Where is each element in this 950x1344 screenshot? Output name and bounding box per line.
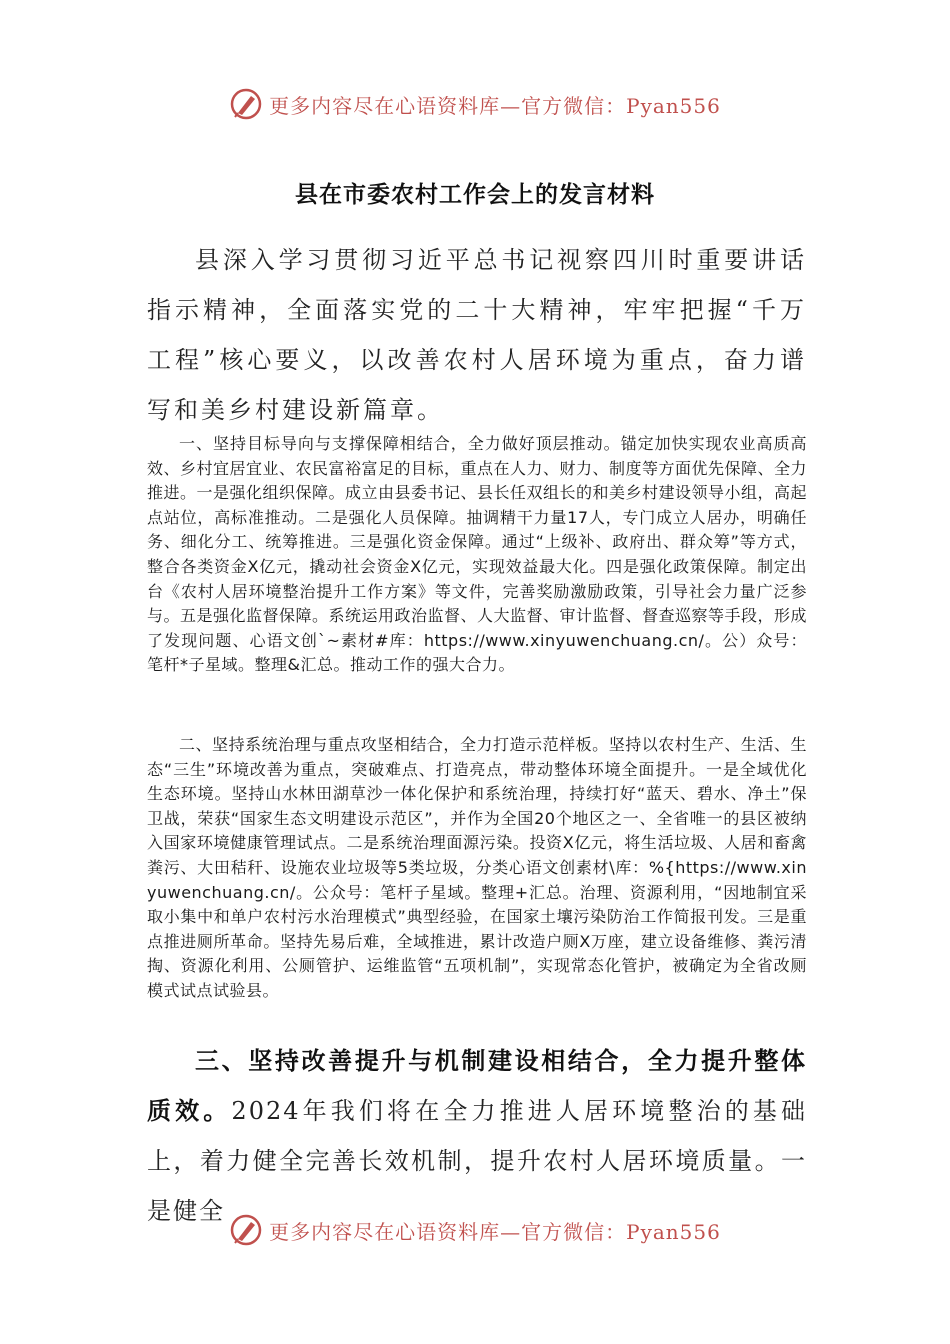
watermark-text: 更多内容尽在心语资料库—官方微信：Pyan556 <box>269 93 721 118</box>
section-1-paragraph: 一、坚持目标导向与支撑保障相结合，全力做好顶层推动。锚定加快实现农业高质高效、乡村宜居宜业、农民富裕富足的目标，重点在人力、财力、制度等方面优先保障、全力推进。一是强化组织保障。成立由县委书记、县长任双组长的和美乡村建设领导小组，高起点站位，高标准推动。二是强化人员保障。抽调精干力量17人，专门成立人居办，明确任务、细化分工、统筹推进。三是强化资金保障。通过“上级补、政府出、群众筹”等方式，整合各类资金X亿元，撬动社会资金X亿元，实现效益最大化。四是强化政策保障。制定出台《农村人居环境整治提升工作方案》等文件，完善奖励激励政策，引导社会力量广泛参与。五是强化监督保障。系统运用政治监督、人大监督、审计监督、督查巡察等手段，形成了发现问题、心语文创`~素材#库：https://www.xinyuwenchuang.cn/。公）众号：笔杆*子星域。整理&汇总。推动工作的强大合力。 <box>147 434 808 675</box>
wechat-id: Pyan556 <box>626 93 721 118</box>
quill-logo-icon <box>229 87 263 121</box>
document-title: 县在市委农村工作会上的发言材料 <box>295 182 655 208</box>
wechat-id: Pyan556 <box>626 1219 721 1244</box>
section-2-paragraph: 二、坚持系统治理与重点攻坚相结合，全力打造示范样板。坚持以农村生产、生活、生态“三生”环境改善为重点，突破难点、打造亮点，带动整体环境全面提升。一是全域优化生态环境。坚持山水林田湖草沙一体化保护和系统治理，持续打好“蓝天、碧水、净土”保卫战，荣获“国家生态文明建设示范区”，并作为全国20个地区之一、全省唯一的县区被纳入国家环境健康管理试点。二是系统治理面源污染。投资X亿元，将生活垃圾、人居和畜禽粪污、大田秸秆、设施农业垃圾等5类垃圾，分类心语文创素材\库：%{https://www.xinyuwenchuang.cn/。公众号：笔杆子星域。整理+汇总。治理、资源利用，“因地制宜采取小集中和单户农村污水治理模式”典型经验，在国家土壤污染防治工作简报刊发。三是重点推进厕所革命。坚持先易后难，全域推进，累计改造户厕X万座，建立设备维修、粪污清掏、资源化利用、公厕管护、运维监管“五项机制”，实现常态化管护，被确定为全省改厕模式试点试验县。 <box>147 735 807 1000</box>
intro-paragraph: 县深入学习贯彻习近平总书记视察四川时重要讲话指示精神，全面落实党的二十大精神，牢牢把握“千万工程”核心要义，以改善农村人居环境为重点，奋力谱写和美乡村建设新篇章。 <box>147 246 807 424</box>
quill-logo-icon <box>229 1213 263 1247</box>
watermark-banner-top <box>0 84 950 124</box>
section-3-paragraph <box>147 1036 807 1236</box>
watermark-text: 更多内容尽在心语资料库—官方微信：Pyan556 <box>269 1219 721 1244</box>
section-3-heading: 三、坚持改善提升与机制建设相结合，全力提升整体质效。 <box>147 1047 807 1125</box>
section-3-body: 2024年我们将在全力推进人居环境整治的基础上，着力健全完善长效机制，提升农村人居环境质量。一是健全 <box>147 1097 808 1225</box>
watermark-banner-bottom <box>0 1210 950 1250</box>
